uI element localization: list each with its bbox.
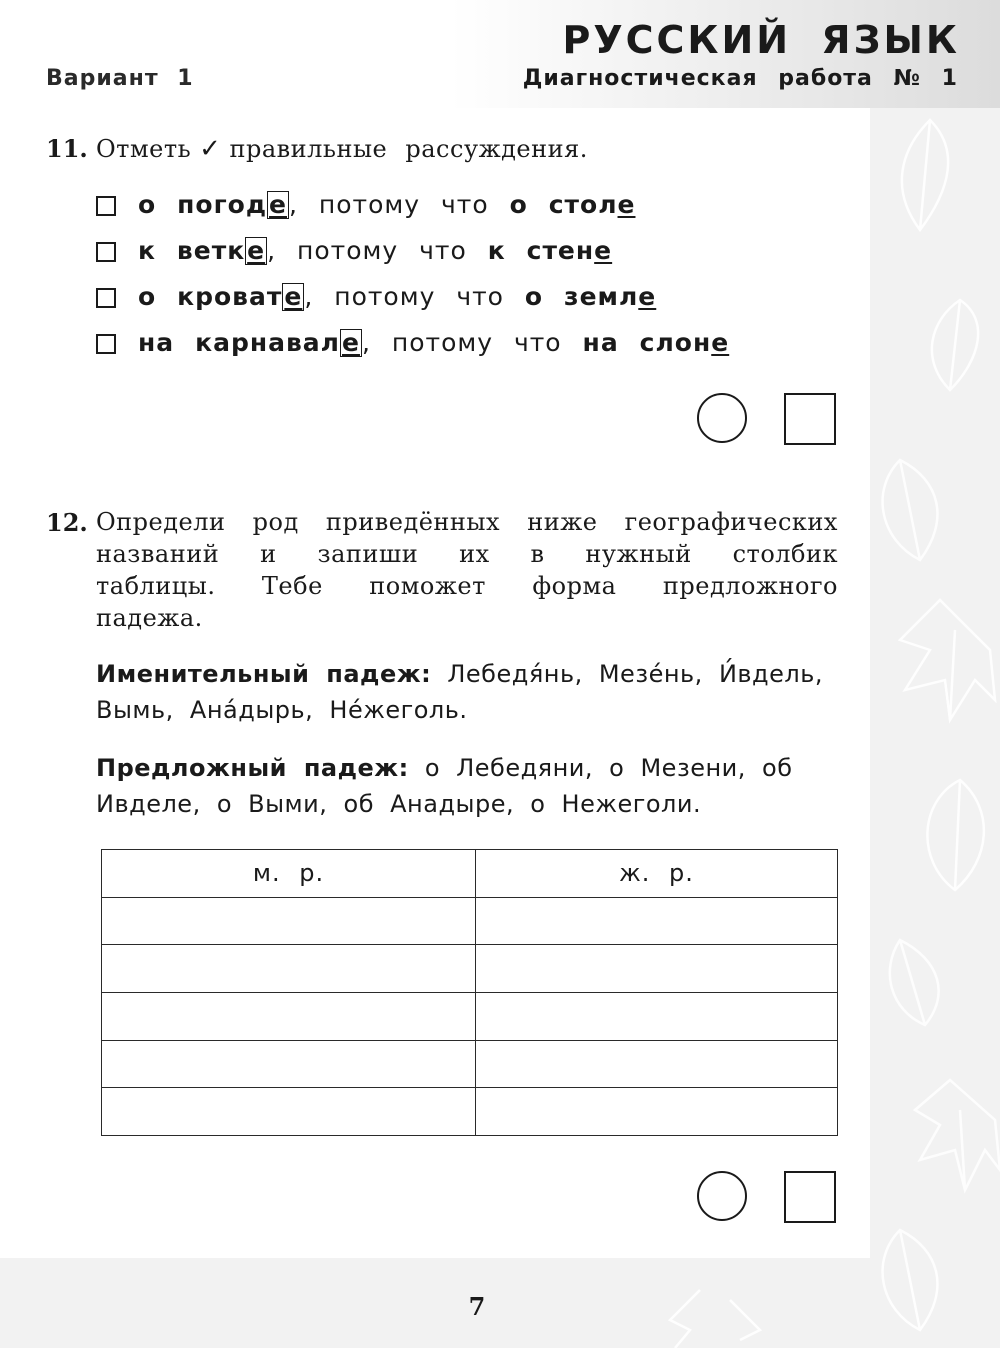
table-row: [102, 897, 838, 945]
nominative-case: [96, 656, 856, 728]
prepositional-label: Предложный падеж:: [96, 754, 409, 782]
subject-title: РУССКИЙ ЯЗЫК: [562, 18, 960, 62]
table-cell[interactable]: [476, 1040, 838, 1088]
prepositional-text: о Лебедяни, о Мезени, об Ивделе, о Выми, об Анадыре, о Нежеголи.: [96, 754, 793, 818]
score-square[interactable]: [784, 393, 836, 445]
option-text: о погоде, потому что о столе: [138, 190, 636, 219]
prepositional-case: [96, 750, 856, 822]
option-text: на карнавале, потому что на слоне: [138, 328, 730, 357]
option-checkbox[interactable]: [96, 196, 116, 216]
table-cell[interactable]: [476, 1088, 838, 1136]
instruction-after: правильные рассуждения.: [229, 135, 588, 163]
table-cell[interactable]: [102, 1088, 476, 1136]
check-mark-icon: ✓: [199, 134, 222, 164]
nominative-label: Именительный падеж:: [96, 660, 432, 688]
table-row: [102, 945, 838, 993]
table-row: [102, 1040, 838, 1088]
table-cell[interactable]: [102, 945, 476, 993]
option-checkbox[interactable]: [96, 288, 116, 308]
table-row: [102, 1088, 838, 1136]
score-square[interactable]: [784, 1171, 836, 1223]
option-text: к ветке, потому что к стене: [138, 236, 613, 265]
ending-box: е: [342, 328, 360, 357]
task-12-line-4: падежа.: [96, 604, 203, 632]
task-12-line-3: таблицы. Тебе поможет форма предложного: [96, 572, 838, 600]
work-title: Диагностическая работа № 1: [522, 66, 958, 91]
ending-box: е: [269, 190, 287, 219]
option-text: о кровате, потому что о земле: [138, 282, 657, 311]
table-cell[interactable]: [476, 992, 838, 1040]
column-header-feminine: ж. р.: [476, 850, 838, 898]
page-number: 7: [468, 1292, 486, 1321]
task-11-number: 11.: [46, 134, 88, 163]
ending-box: е: [284, 282, 303, 311]
column-header-masculine: м. р.: [102, 850, 476, 898]
table-cell[interactable]: [476, 945, 838, 993]
variant-label: Вариант 1: [46, 66, 194, 91]
table-cell[interactable]: [476, 897, 838, 945]
table-row: [102, 992, 838, 1040]
task-11-instruction: [96, 134, 588, 164]
ending-box: е: [247, 236, 266, 265]
table-cell[interactable]: [102, 992, 476, 1040]
table-cell[interactable]: [102, 1040, 476, 1088]
instruction-before: Отметь: [96, 135, 192, 163]
table-cell[interactable]: [102, 897, 476, 945]
option-checkbox[interactable]: [96, 334, 116, 354]
task-12-line-2: названий и запиши их в нужный столбик: [96, 540, 838, 568]
score-circle[interactable]: [697, 393, 747, 443]
task-12-number: 12.: [46, 508, 88, 537]
gender-table: [101, 849, 838, 1136]
task-12-line-1: Определи род приведённых ниже географических: [96, 508, 838, 536]
nominative-text: Лебедя́нь, Мезе́нь, И́вдель, Вымь, Ана́дырь, Не́жеголь.: [96, 660, 824, 724]
option-checkbox[interactable]: [96, 242, 116, 262]
score-circle[interactable]: [697, 1171, 747, 1221]
